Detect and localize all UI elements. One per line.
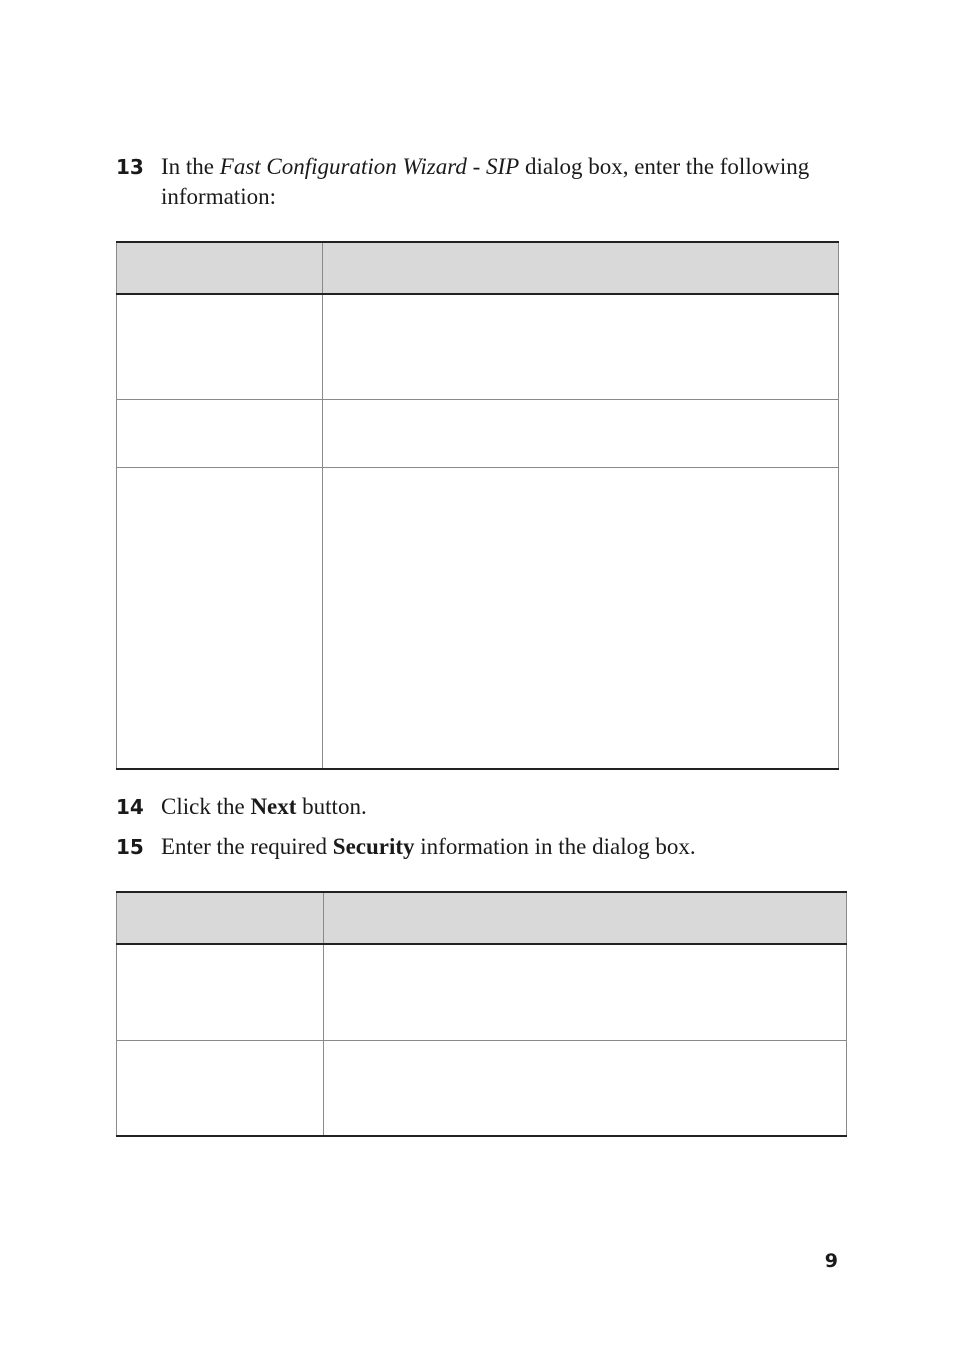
table-header-cell [117,242,323,294]
step-text [161,832,846,862]
table-cell [324,944,847,1040]
table-cell [117,1040,324,1136]
next-button-label: Next [250,794,297,819]
table-header-cell [324,892,847,944]
table-cell [323,467,839,769]
table-cell [323,399,839,467]
table-header-row [117,242,839,294]
step-text-part: Enter the required [161,834,333,859]
table-row [117,1040,847,1136]
step-text [161,792,846,822]
table-row [117,467,839,769]
step-text [161,152,846,212]
table-row [117,399,839,467]
table-cell [117,294,323,399]
page-number: 9 [824,1250,838,1272]
table-row [117,294,839,399]
table-cell [323,294,839,399]
step-number: 14 [116,795,144,819]
security-table [116,891,847,1137]
table-header-cell [323,242,839,294]
sip-settings-table [116,241,839,770]
step-number: 15 [116,835,144,859]
step-text-part: button. [296,794,367,819]
step-text-part: dialog box, enter the following information: [161,154,810,209]
table-cell [324,1040,847,1136]
table-header-cell [117,892,324,944]
table-cell [117,399,323,467]
dialog-name: Fast Configuration Wizard - SIP [219,154,520,179]
table-cell [117,944,324,1040]
step-text-part: information in the dialog box. [414,834,696,859]
table-header-row [117,892,847,944]
table-row [117,944,847,1040]
step-number: 13 [116,155,144,179]
table-cell [117,467,323,769]
step-text-part: In the [161,154,220,179]
step-text-part: Click the [161,794,251,819]
security-label: Security [332,834,415,859]
